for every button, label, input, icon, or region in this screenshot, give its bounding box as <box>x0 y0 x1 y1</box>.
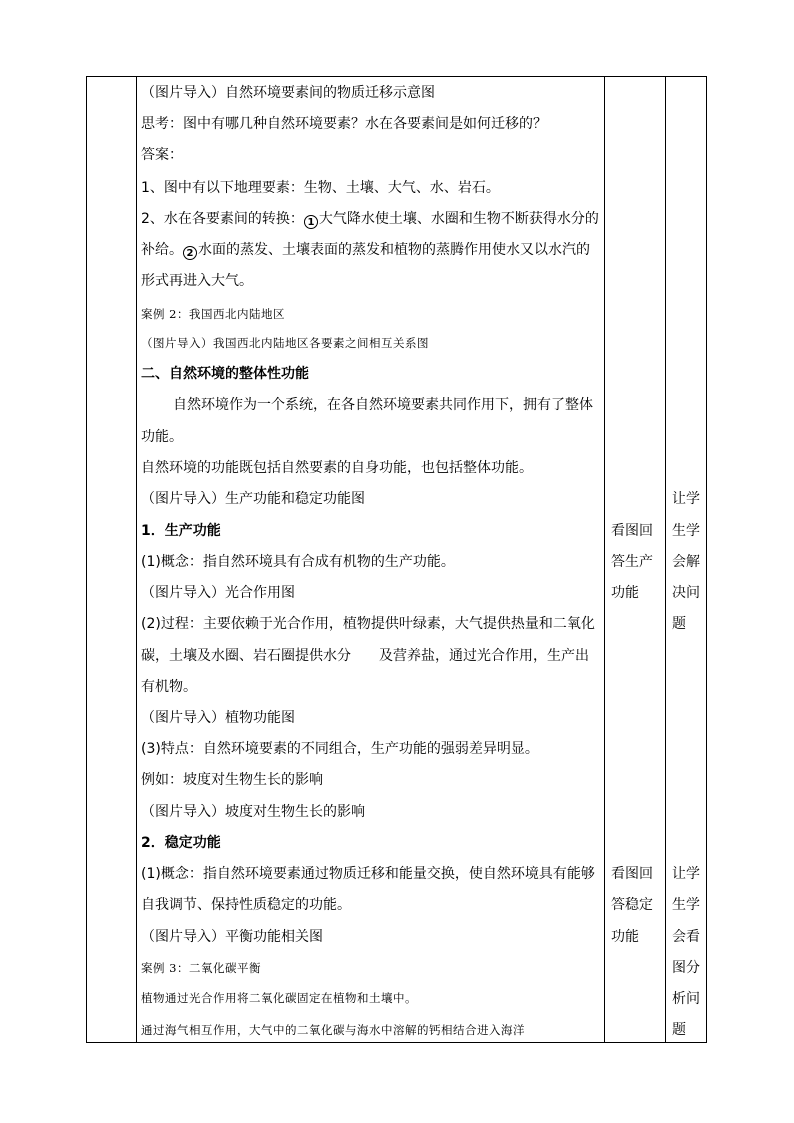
column-divider <box>665 77 666 1042</box>
text-line: (3)特点：自然环境要素的不同组合，生产功能的强弱差异明显。 <box>141 741 539 757</box>
text-segment: 补给。 <box>141 242 183 258</box>
design-intent-line: 析问 <box>672 991 700 1007</box>
student-activity-line: 功能 <box>611 585 639 601</box>
text-line: 思考：图中有哪几种自然环境要素？水在各要素间是如何迁移的？ <box>141 116 547 132</box>
text-line: 例如：坡度对生物生长的影响 <box>141 772 323 788</box>
text-line: 形式再进入大气。 <box>141 273 253 289</box>
design-intent-line: 图分 <box>672 960 700 976</box>
section-heading: 二、自然环境的整体性功能 <box>141 366 309 382</box>
column-divider <box>136 77 137 1042</box>
subsection-heading: 2．稳定功能 <box>141 835 221 851</box>
design-intent-line: 会解 <box>672 554 700 570</box>
design-intent-line: 生学 <box>672 523 700 539</box>
circled-number: 1 <box>304 215 318 229</box>
design-intent-line: 会看 <box>672 929 700 945</box>
text-segment: 2、水在各要素间的转换： <box>141 211 304 227</box>
circled-number: 2 <box>183 246 197 260</box>
text-line: （图片导入）生产功能和稳定功能图 <box>141 491 365 507</box>
text-line: 碳，土壤及水圈、岩石圈提供水分 及营养盐，通过光合作用，生产出 <box>141 648 589 664</box>
text-line: 植物通过光合作用将二氧化碳固定在植物和土壤中。 <box>141 991 417 1005</box>
text-line: 功能。 <box>141 429 183 445</box>
student-activity-line: 看图回 <box>611 523 653 539</box>
text-line: 1、图中有以下地理要素：生物、土壤、大气、水、岩石。 <box>141 180 500 196</box>
text-line: （图片导入）坡度对生物生长的影响 <box>141 804 365 820</box>
text-line: (2)过程：主要依赖于光合作用，植物提供叶绿素，大气提供热量和二氧化 <box>141 616 595 632</box>
text-line: （图片导入）植物功能图 <box>141 710 295 726</box>
text-line: （图片导入）我国西北内陆地区各要素之间相互关系图 <box>141 336 429 350</box>
design-intent-line: 题 <box>672 1022 686 1038</box>
text-line: （图片导入）光合作用图 <box>141 585 295 601</box>
text-line: （图片导入）平衡功能相关图 <box>141 929 323 945</box>
student-activity-line: 看图回 <box>611 866 653 882</box>
text-line: 有机物。 <box>141 679 197 695</box>
design-intent-line: 决问 <box>672 585 700 601</box>
text-line: （图片导入）自然环境要素间的物质迁移示意图 <box>141 85 435 101</box>
text-line: (1)概念：指自然环境要素通过物质迁移和能量交换，使自然环境具有能够 <box>141 866 595 882</box>
text-line <box>141 210 599 229</box>
text-segment: 水面的蒸发、土壤表面的蒸发和植物的蒸腾作用使水又以水汽的 <box>198 242 590 258</box>
text-line: 答案： <box>141 147 183 163</box>
design-intent-line: 题 <box>672 616 686 632</box>
subsection-heading: 1．生产功能 <box>141 523 221 539</box>
case-heading: 案例 3：二氧化碳平衡 <box>141 961 261 975</box>
design-intent-line: 让学 <box>672 866 700 882</box>
text-line: 自然环境作为一个系统，在各自然环境要素共同作用下，拥有了整体 <box>173 397 593 413</box>
text-segment: 大气降水使土壤、水圈和生物不断获得水分的 <box>318 211 599 227</box>
text-line: 自然环境的功能既包括自然要素的自身功能，也包括整体功能。 <box>141 460 533 476</box>
text-line: 自我调节、保持性质稳定的功能。 <box>141 897 351 913</box>
student-activity-line: 答稳定 <box>611 897 653 913</box>
design-intent-line: 让学 <box>672 491 700 507</box>
text-line: (1)概念：指自然环境具有合成有机物的生产功能。 <box>141 554 455 570</box>
column-divider <box>604 77 605 1042</box>
text-line <box>141 241 590 260</box>
design-intent-line: 生学 <box>672 897 700 913</box>
case-heading: 案例 2：我国西北内陆地区 <box>141 307 285 321</box>
text-line: 通过海气相互作用，大气中的二氧化碳与海水中溶解的钙相结合进入海洋 <box>141 1023 525 1037</box>
student-activity-line: 功能 <box>611 929 639 945</box>
student-activity-line: 答生产 <box>611 554 653 570</box>
